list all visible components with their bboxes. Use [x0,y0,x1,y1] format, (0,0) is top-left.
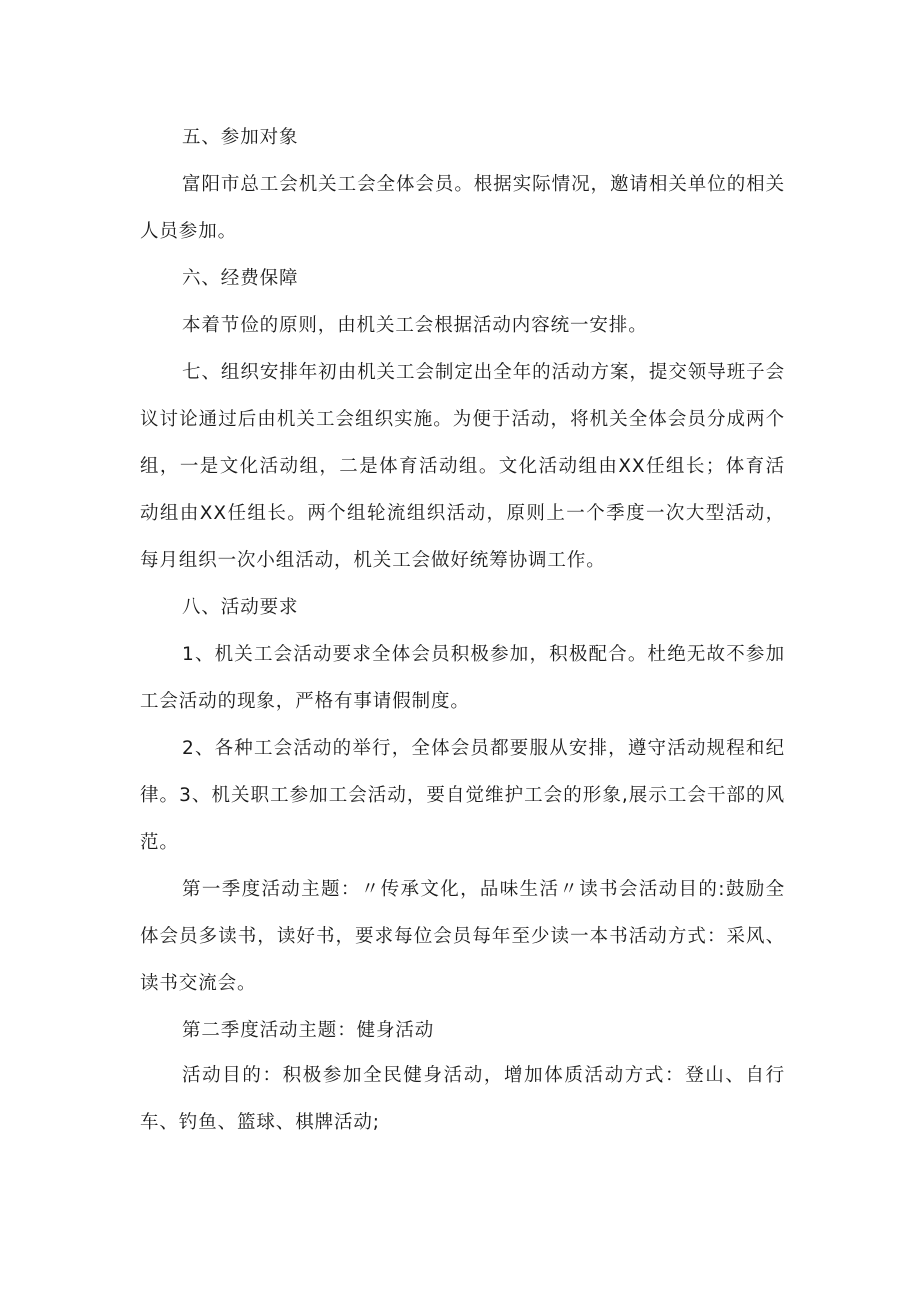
paragraph-funding: 本着节俭的原则，由机关工会根据活动内容统一安排。 [182,315,648,336]
paragraph-q2-theme: 第二季度活动主题：健身活动 [182,1020,435,1041]
section-heading-requirements: 八、活动要求 [182,597,299,618]
paragraph-requirement-1: 1、机关工会活动要求全体会员积极参加，积极配合。杜绝无故不参加工会活动的现象，严格有事请假制度。 [140,644,785,712]
paragraph-participants: 富阳市总工会机关工会全体会员。根据实际情况，邀请相关单位的相关人员参加。 [140,174,785,242]
section-heading-participants: 五、参加对象 [182,127,299,148]
paragraph-organization: 七、组织安排年初由机关工会制定出全年的活动方案，提交领导班子会议讨论通过后由机关工会组织实施。为便于活动，将机关全体会员分成两个组，一是文化活动组，二是体育活动组。文化活动组由XX任组长；体育活动组由XX任组长。两个组轮流组织活动，原则上一个季度一次大型活动，每月组织一次小组活动，机关工会做好统筹协调工作。 [140,362,785,571]
paragraph-q2-purpose: 活动目的：积极参加全民健身活动，增加体质活动方式：登山、自行车、钓鱼、篮球、棋牌活动; [140,1065,785,1133]
paragraph-q1-theme: 第一季度活动主题：〃传承文化，品味生活〃读书会活动目的:鼓励全体会员多读书，读好书，要求每位会员每年至少读一本书活动方式：采风、读书交流会。 [140,879,785,994]
paragraph-requirement-2-3: 2、各种工会活动的举行，全体会员都要服从安排，遵守活动规程和纪律。3、机关职工参加工会活动，要自觉维护工会的形象,展示工会干部的风范。 [140,738,785,853]
document-body [140,114,785,1146]
section-heading-funding: 六、经费保障 [182,268,299,289]
